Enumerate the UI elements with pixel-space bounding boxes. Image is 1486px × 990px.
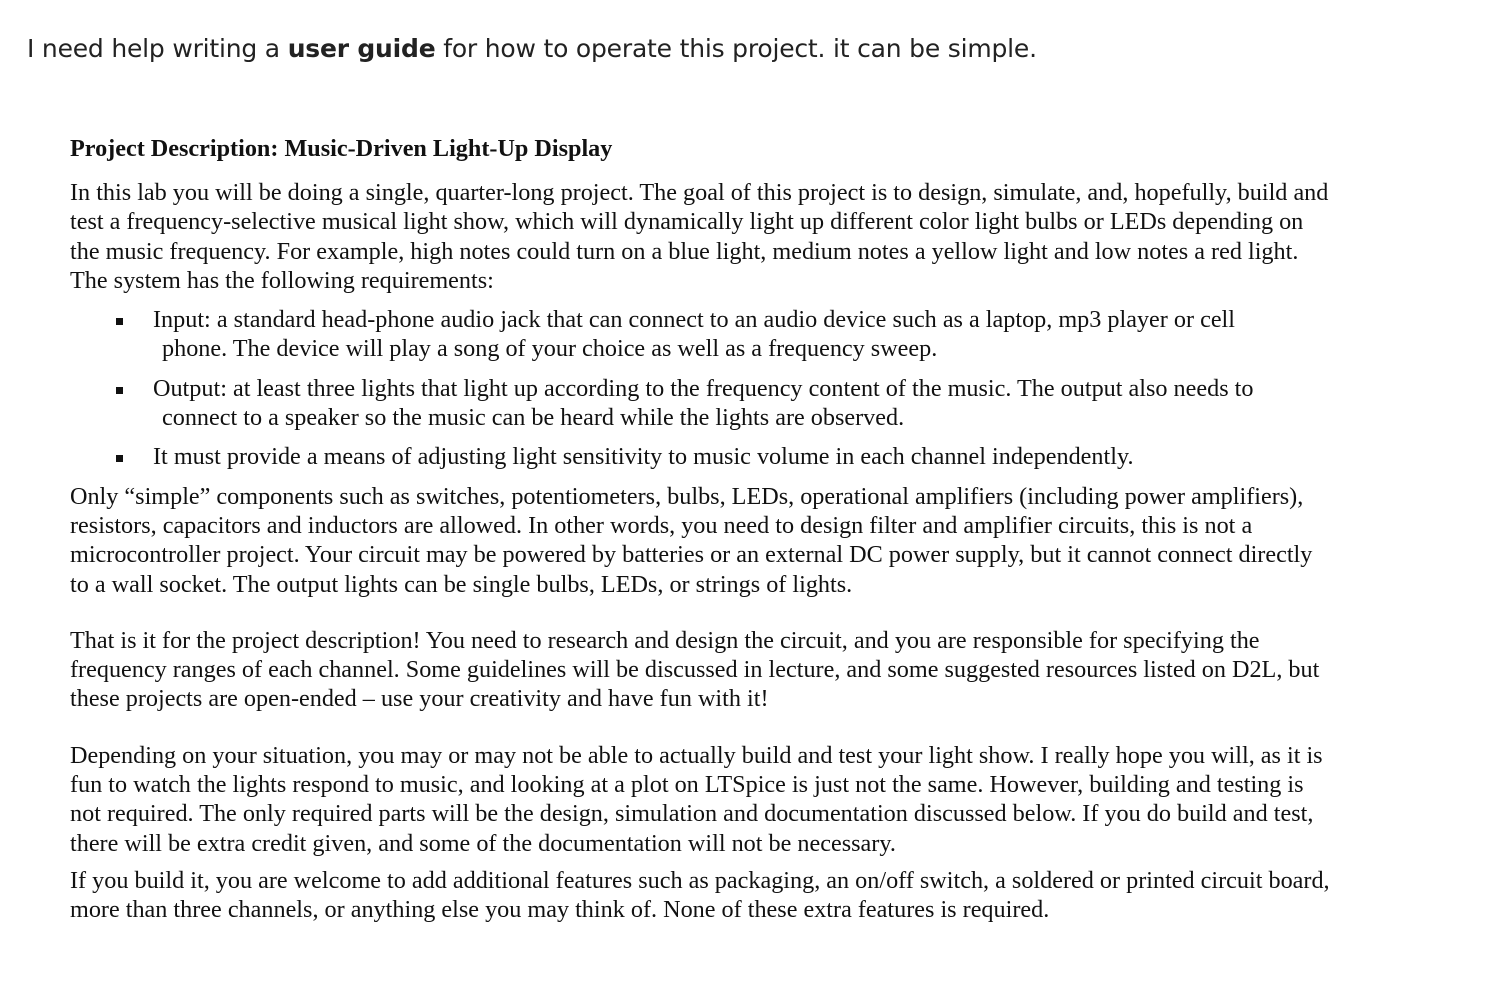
requirements-list [70, 305, 1330, 471]
square-bullet-icon [116, 387, 123, 394]
question-prefix: I need help writing a [27, 34, 288, 63]
question-suffix: for how to operate this project. it can be simple. [435, 34, 1037, 63]
requirement-line-1: Input: a standard head-phone audio jack that can connect to an audio device such as a laptop, mp3 player or cell [153, 306, 1235, 334]
build-paragraph: Depending on your situation, you may or may not be able to actually build and test your light show. I really hope you will, as it is fun to watch the lights respond to music, and looking at a plot on LTSpice is just not the same. However, building and testing is not required. The only required parts will be the design, simulation and documentation discussed below. If you do build and test, there will be extra credit given, and some of the documentation will not be necessary. [70, 741, 1323, 857]
square-bullet-icon [116, 318, 123, 325]
components-paragraph: Only “simple” components such as switches, potentiometers, bulbs, LEDs, operational amplifiers (including power amplifiers), resistors, capacitors and inductors are allowed. In other words, you need to design filter and amplifier circuits, this is not a microcontroller project. Your circuit may be powered by batteries or an external DC power supply, but it cannot connect directly to a wall socket. The output lights can be single bulbs, LEDs, or strings of lights. [70, 482, 1313, 598]
intro-paragraph: In this lab you will be doing a single, quarter-long project. The goal of this project is to design, simulate, and, hopefully, build and test a frequency-selective musical light show, which will dynamically light up different color light bulbs or LEDs depending on the music frequency. For example, high notes could turn on a blue light, medium notes a yellow light and low notes a red light. The system has the following requirements: [70, 179, 1329, 294]
question-text [27, 30, 1037, 68]
question-bold-term: user guide [287, 34, 436, 63]
requirement-line-2: phone. The device will play a song of your choice as well as a frequency sweep. [162, 335, 938, 363]
extras-paragraph: If you build it, you are welcome to add additional features such as packaging, an on/off switch, a soldered or printed circuit board, more than three channels, or anything else you may think of. None of these extra features is required. [70, 866, 1330, 924]
list-item [70, 374, 1330, 433]
requirement-line-2: connect to a speaker so the music can be heard while the lights are observed. [162, 404, 905, 432]
project-description-document [70, 134, 1330, 925]
square-bullet-icon [116, 455, 123, 462]
research-paragraph: That is it for the project description! You need to research and design the circuit, and you are responsible for specifying the frequency ranges of each channel. Some guidelines will be discussed in lecture, and some suggested resources listed on D2L, but these projects are open-ended – use your creativity and have fun with it! [70, 626, 1320, 713]
list-item [70, 442, 1330, 471]
document-title: Project Description: Music-Driven Light-Up Display [70, 135, 613, 162]
requirement-line-1: It must provide a means of adjusting light sensitivity to music volume in each channel independently. [153, 443, 1134, 471]
requirement-line-1: Output: at least three lights that light up according to the frequency content of the music. The output also needs to [153, 374, 1254, 402]
list-item [70, 305, 1330, 364]
